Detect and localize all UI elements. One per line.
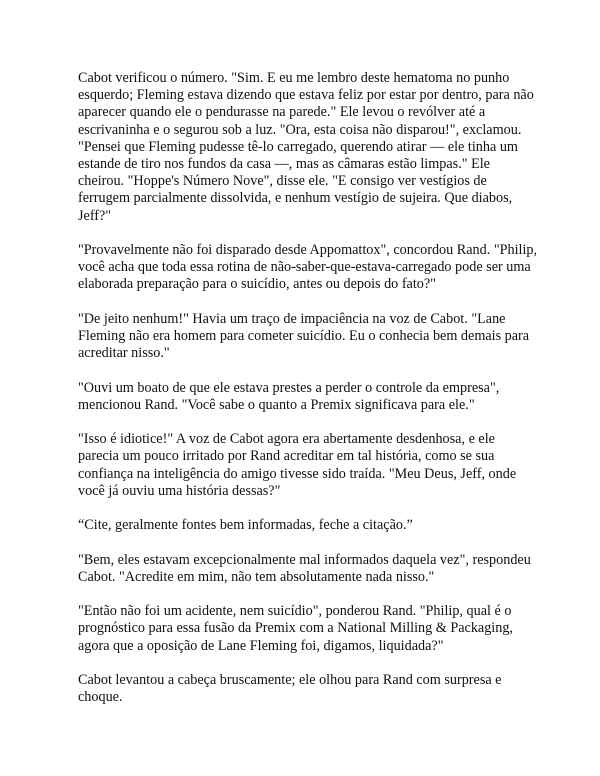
paragraph: "Isso é idiotice!" A voz de Cabot agora era abertamente desdenhosa, e ele parecia um pouco irritado por Rand acreditar em tal história, como se sua confiança na inteligência do amigo tivesse sido traída. "Meu Deus, Jeff, onde você já ouviu uma história dessas?" <box>78 431 517 499</box>
paragraph: "Ouvi um boato de que ele estava prestes a perder o controle da empresa", mencionou Rand. "Você sabe o quanto a Premix significava para ele." <box>78 379 500 413</box>
paragraph: "Bem, eles estavam excepcionalmente mal informados daquela vez", respondeu Cabot. "Acredite em mim, não tem absolutamente nada nisso." <box>78 551 531 585</box>
paragraph: "Então não foi um acidente, nem suicídio", ponderou Rand. "Philip, qual é o prognóstico para essa fusão da Premix com a National Milling & Packaging, agora que a oposição de Lane Fleming foi, digamos, liquidada?" <box>78 603 513 654</box>
paragraph: "De jeito nenhum!" Havia um traço de impaciência na voz de Cabot. "Lane Fleming não era homem para cometer suicídio. Eu o conhecia bem demais para acreditar nisso." <box>78 310 530 362</box>
paragraph: "Provavelmente não foi disparado desde Appomattox", concordou Rand. "Philip, você acha que toda essa rotina de não-saber-que-estava-carregado pode ser uma elaborada preparação para o suicídio, antes ou depois do fato?" <box>78 242 538 293</box>
paragraph: Cabot levantou a cabeça bruscamente; ele olhou para Rand com surpresa e choque. <box>78 671 502 706</box>
paragraph: Cabot verificou o número. "Sim. E eu me lembro deste hematoma no punho esquerdo; Fleming estava dizendo que estava feliz por estar por dentro, para não aparecer quando ele o pendurasse na parede." Ele levou o revólver até a escrivaninha e o segurou sob a luz. "Ora, esta coisa não disparou!", exclamou. "Pensei que Fleming pudesse tê-lo carregado, querendo atirar — ele tinha um estande de tiro nos fundos da casa —, mas as câmaras estão limpas." Ele cheirou. "Hoppe's Número Nove", disse ele. "E consigo ver vestígios de ferrugem parcialmente dissolvida, e nenhum vestígio de sujeira. Que diabos, Jeff?" <box>78 70 534 224</box>
document-page <box>78 70 538 706</box>
paragraph: “Cite, geralmente fontes bem informadas, feche a citação.” <box>78 517 413 534</box>
